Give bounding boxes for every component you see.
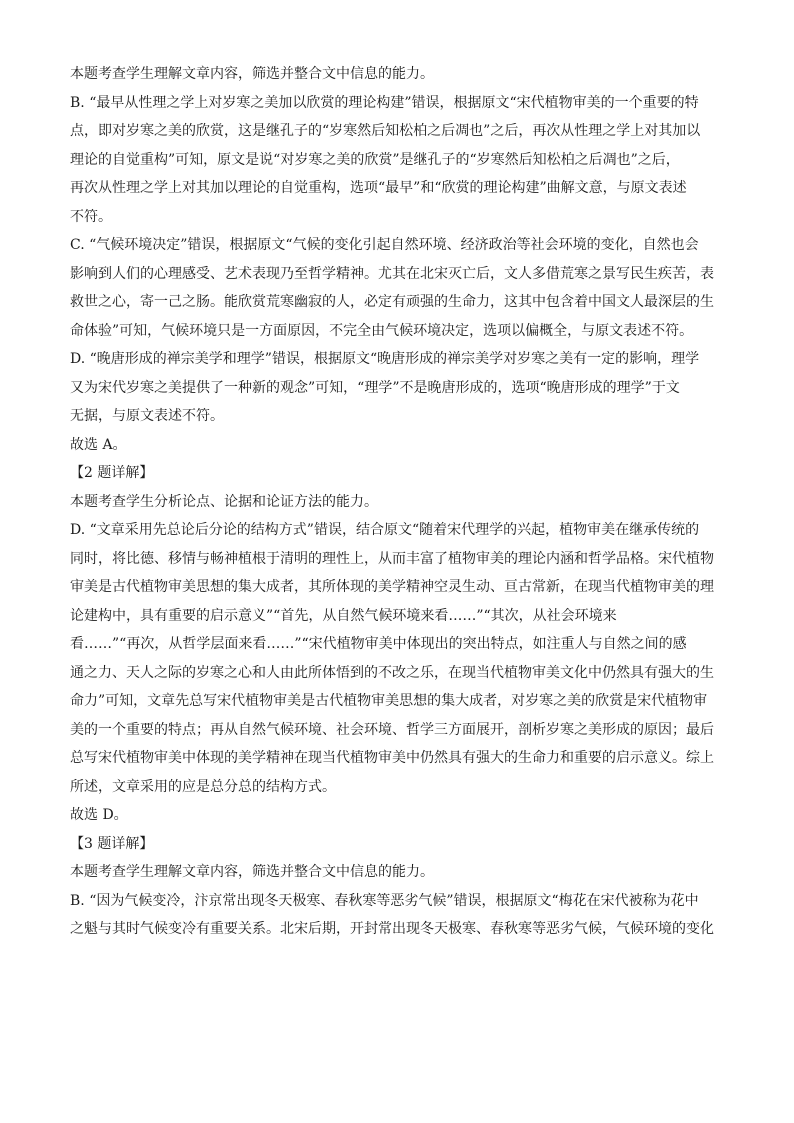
text-line: C. “气候环境决定”错误，根据原文“气候的变化引起自然环境、经济政治等社会环境的变化，自然也会: [70, 237, 699, 253]
text-line: D. “晚唐形成的禅宗美学和理学”错误，根据原文“晚唐形成的禅宗美学对岁寒之美有一定的影响，理学: [70, 351, 700, 367]
text-line: 不符。: [70, 208, 112, 225]
text-line: 理论的自觉重构”可知，原文是说“对岁寒之美的欣赏”是继孔子的“岁寒然后知松柏之后凋也”之后，: [70, 151, 680, 168]
text-line: 审美是古代植物审美思想的集大成者，其所体现的美学精神空灵生动、亘古常新，在现当代植物审美的理: [70, 579, 714, 595]
text-line: 同时，将比德、移情与畅神植根于清明的理性上，从而丰富了植物审美的理论内涵和哲学品格。宋代植物: [70, 550, 714, 567]
text-line: 通之力、天人之际的岁寒之心和人由此所体悟到的不改之乐，在现当代植物审美文化中仍然具有强大的生: [70, 664, 714, 681]
text-line: 本题考查学生理解文章内容，筛选并整合文中信息的能力。: [70, 864, 434, 880]
text-line: 总写宋代植物审美中体现的美学精神在现当代植物审美中仍然具有强大的生命力和重要的启示意义。综上: [70, 750, 714, 766]
text-line: 无据，与原文表述不符。: [70, 408, 224, 424]
section-heading: 【3 题详解】: [70, 835, 154, 852]
text-line: 命力”可知，文章先总写宋代植物审美是古代植物审美思想的集大成者，对岁寒之美的欣赏是宋代植物审: [70, 693, 708, 709]
text-line: 所述，文章采用的应是总分总的结构方式。: [70, 778, 336, 795]
document-page: [70, 60, 724, 944]
text-line: 再次从性理之学上对其加以理论的自觉重构，选项“最早”和“欣赏的理论构建”曲解文意，与原文表述: [70, 180, 687, 196]
text-line: 本题考查学生分析论点、论据和论证方法的能力。: [70, 493, 378, 510]
text-line: 影响到人们的心理感受、艺术表现乃至哲学精神。尤其在北宋灭亡后，文人多借荒寒之景写民生疾苦，表: [70, 265, 714, 282]
text-line: 本题考查学生理解文章内容，筛选并整合文中信息的能力。: [70, 66, 434, 82]
text-line: B. “因为气候变冷，汴京常出现冬天极寒、春秋寒等恶劣气候”错误，根据原文“梅花在宋代被称为花中: [70, 892, 699, 909]
answer-line: 故选 A。: [70, 436, 127, 453]
section-heading: 【2 题详解】: [70, 465, 154, 481]
answer-line: 故选 D。: [70, 807, 128, 823]
text-line: 美的一个重要的特点；再从自然气候环境、社会环境、哲学三方面展开，剖析岁寒之美形成的原因；最后: [70, 721, 714, 738]
text-line: 点，即对岁寒之美的欣赏，这是继孔子的“岁寒然后知松柏之后凋也”之后，再次从性理之学上对其加以: [70, 123, 701, 139]
text-line: D. “文章采用先总论后分论的结构方式”错误，结合原文“随着宋代理学的兴起，植物审美在继承传统的: [70, 522, 700, 538]
text-line: 论建构中，具有重要的启示意义”“首先，从自然气候环境来看……”“其次，从社会环境来: [70, 607, 617, 624]
text-line: B. “最早从性理之学上对岁寒之美加以欣赏的理论构建”错误，根据原文“宋代植物审美的一个重要的特: [70, 94, 699, 111]
text-line: 救世之心，寄一己之肠。能欣赏荒寒幽寂的人，必定有顽强的生命力，这其中包含着中国文人最深层的生: [70, 294, 714, 310]
text-line: 又为宋代岁寒之美提供了一种新的观念”可知，“理学”不是晚唐形成的，选项“晚唐形成的理学”于文: [70, 379, 680, 396]
text-line: 命体验”可知，气候环境只是一方面原因，不完全由气候环境决定，选项以偏概全，与原文表述不符。: [70, 322, 694, 339]
text-line: 之魁与其时气候变冷有重要关系。北宋后期，开封常出现冬天极寒、春秋寒等恶劣气候，气候环境的变化: [70, 921, 714, 937]
text-line: 看……”“再次，从哲学层面来看……”“宋代植物审美中体现出的突出特点，如注重人与自然之间的感: [70, 636, 687, 652]
